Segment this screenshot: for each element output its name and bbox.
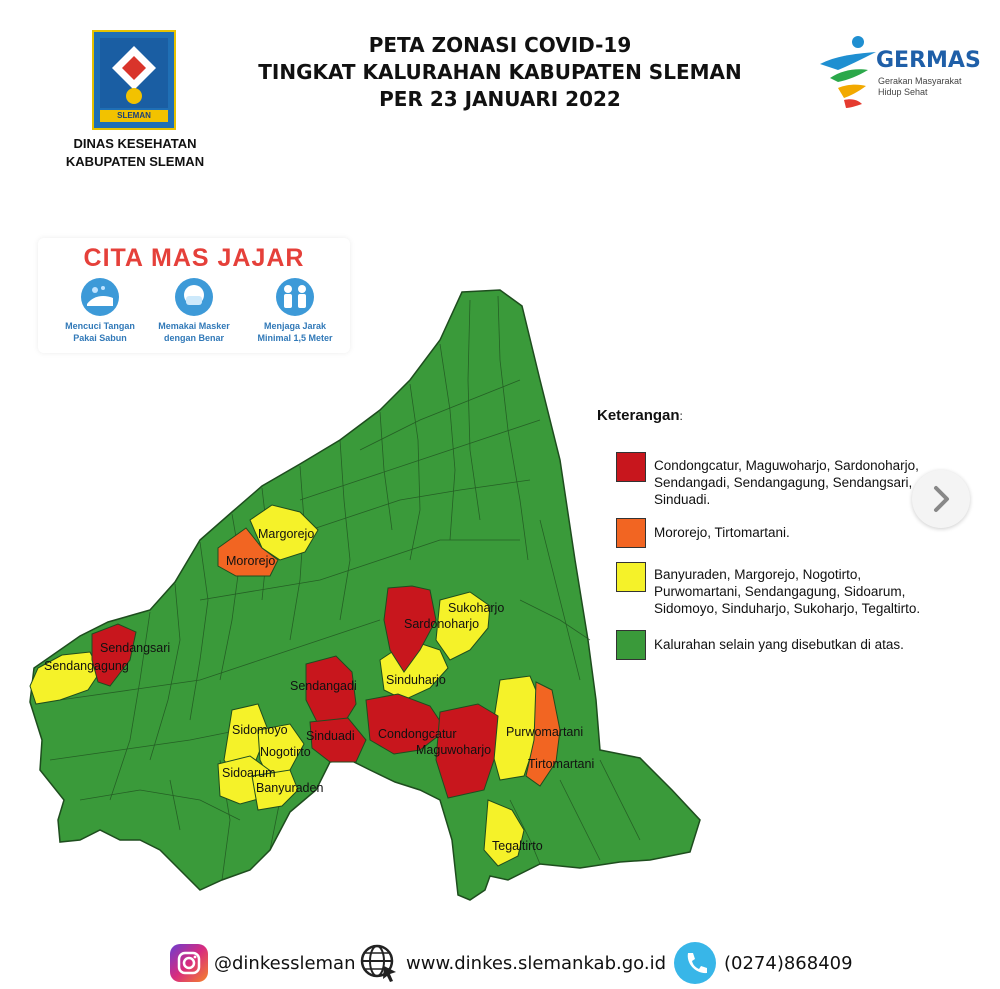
label-tirtomartani: Tirtomartani [528,757,595,771]
label-sendangsari: Sendangsari [100,641,171,655]
label-maguwoharjo: Maguwoharjo [416,743,492,757]
chevron-right-icon [912,470,970,528]
label-banyuraden: Banyuraden [256,781,324,795]
legend-red-line3: Sinduadi. [654,492,711,507]
label-condongcatur: Condongcatur [378,727,457,741]
map-title-line2: TINGKAT KALURAHAN KABUPATEN SLEMAN [258,60,742,84]
cita-caption-2-line2: dengan Benar [163,333,224,343]
legend-swatch-yellow [616,562,646,592]
legend-green-line1: Kalurahan selain yang disebutkan di atas. [654,637,904,652]
instagram-handle[interactable]: @dinkessleman [214,953,356,974]
cita-caption-3-line2: Minimal 1,5 Meter [257,333,333,343]
label-tegaltirto: Tegaltirto [492,839,543,853]
legend-swatch-red [616,452,646,482]
cita-caption-2-line1: Memakai Masker [158,321,230,331]
cita-caption-1-line2: Pakai Sabun [73,333,127,343]
germas-subtitle-1: Gerakan Masyarakat [878,76,962,86]
label-sidoarum: Sidoarum [222,766,276,780]
label-sendangadi: Sendangadi [290,679,357,693]
label-sinduharjo: Sinduharjo [386,673,446,687]
label-sinduadi: Sinduadi [306,729,355,743]
cita-title: CITA MAS JAJAR [83,244,305,272]
legend-yellow-line3: Sidomoyo, Sinduharjo, Sukoharjo, Tegaltirto. [654,601,921,616]
label-margorejo: Margorejo [258,527,315,541]
legend-yellow-line2: Purwomartani, Sendangagung, Sidoarum, [654,584,906,599]
cita-caption-1-line1: Mencuci Tangan [65,321,135,331]
agency-line1: DINAS KESEHATAN [73,136,197,151]
label-purwomartani: Purwomartani [506,725,584,739]
germas-subtitle-2: Hidup Sehat [878,87,928,97]
germas-name: GERMAS [876,48,981,73]
legend-orange-line1: Mororejo, Tirtomartani. [654,525,790,540]
label-sidomoyo: Sidomoyo [232,723,288,737]
sleman-regency-outline [30,290,700,900]
instagram-icon [170,944,208,982]
globe-cursor-icon [358,942,400,984]
emblem-label: SLEMAN [117,111,151,120]
label-nogotirto: Nogotirto [260,745,311,759]
label-sukoharjo: Sukoharjo [448,601,505,615]
legend-swatch-orange [616,518,646,548]
phone-number[interactable]: (0274)868409 [724,953,853,974]
map-title-line3: PER 23 JANUARI 2022 [379,87,621,111]
label-sendangagung: Sendangagung [44,659,129,673]
legend-swatch-green [616,630,646,660]
label-sardonoharjo: Sardonoharjo [404,617,480,631]
legend-yellow-line1: Banyuraden, Margorejo, Nogotirto, [654,567,862,582]
legend-heading: Keterangan: [597,407,683,424]
label-mororejo: Mororejo [226,554,276,568]
website-link[interactable]: www.dinkes.slemankab.go.id [406,953,667,974]
legend-red-line2: Sendangadi, Sendangagung, Sendangsari, [654,475,913,490]
legend-heading-text: Keterangan [597,407,680,424]
carousel-next-button[interactable] [912,470,970,528]
legend-item-yellow [654,566,974,617]
phone-icon [674,942,716,984]
agency-line2: KABUPATEN SLEMAN [65,154,205,169]
map-title-line1: PETA ZONASI COVID-19 [368,33,632,57]
legend-red-line1: Condongcatur, Maguwoharjo, Sardonoharjo, [654,458,919,473]
legend-item-green [654,636,974,653]
cita-caption-3-line1: Menjaga Jarak [263,321,327,331]
